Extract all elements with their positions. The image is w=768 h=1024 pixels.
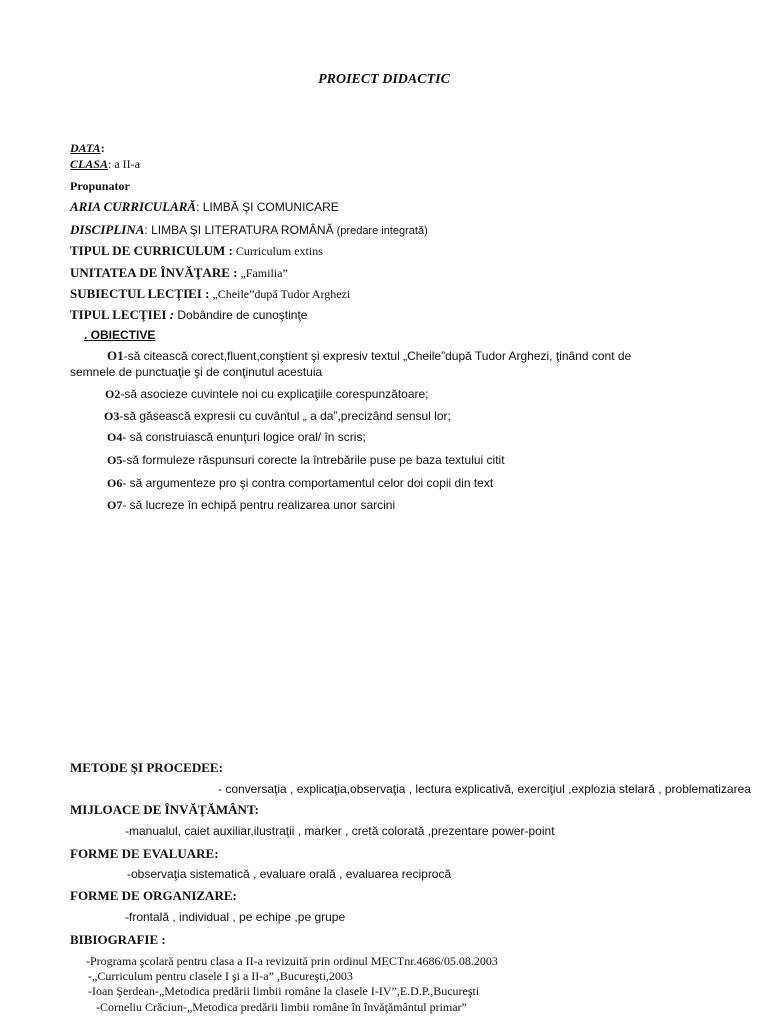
- methods-text: - conversaţia , explicaţia,observaţia , lectura explicativă, exerciţiul ,explozia stelară , problematizarea: [218, 782, 751, 796]
- objective-text: -să găsească expresii cu cuvântul „ a da”,precizând sensul lor;: [119, 409, 451, 423]
- objectives-heading: . OBIECTIVE: [84, 328, 156, 342]
- means-heading: MIJLOACE DE ÎNVĂŢĂMÂNT:: [70, 802, 259, 817]
- objective-item: [105, 388, 429, 400]
- disciplina-label: DISCIPLINA: [70, 222, 145, 237]
- objective-item: [107, 454, 505, 466]
- evaluation-heading: FORME DE EVALUARE:: [70, 846, 219, 861]
- tipul-curriculum-line: [70, 244, 323, 257]
- subiectul-label: SUBIECTUL LECŢIEI :: [70, 286, 210, 301]
- evaluation-text: -observaţia sistematică , evaluare orală , evaluarea reciprocă: [127, 867, 452, 881]
- clasa-line: [70, 158, 140, 170]
- subiectul-value: „Cheile”după Tudor Arghezi: [209, 287, 351, 301]
- objective-code: O3: [104, 409, 120, 423]
- objective-code: O6: [107, 476, 123, 490]
- objective-code: O1: [107, 348, 124, 363]
- objective-text: -să citească corect,fluent,conştient şi expresiv textul „Cheile”după Tudor Arghezi, ţinând cont de: [123, 349, 632, 363]
- means-text: -manualul, caiet auxiliar,ilustraţii , marker , cretă colorată ,prezentare power-point: [125, 824, 555, 838]
- bibliography-item: -Corneliu Crăciun-„Metodica predării limbii române în învăţământul primar”: [96, 1000, 467, 1014]
- disciplina-value: : LIMBA ŞI LITERATURA ROMÂNĂ: [144, 223, 334, 237]
- tipul-lectiei-line: [70, 308, 307, 321]
- unitatea-line: [70, 266, 288, 279]
- aria-line: [70, 200, 339, 213]
- objective-text: - să construiască enunţuri logice oral/ în scris;: [122, 430, 366, 444]
- data-label: DATA: [70, 141, 101, 155]
- bibliography-heading: BIBIOGRAFIE :: [70, 932, 166, 947]
- tipul-curriculum-value: Curriculum extins: [232, 244, 323, 258]
- disciplina-line: [70, 223, 428, 237]
- objective-text: - să lucreze în echipă pentru realizarea unor sarcini: [122, 498, 396, 512]
- tipul-lectiei-colon: :: [166, 307, 175, 322]
- bibliography-item: -„Curriculum pentru clasele I şi a II-a” ,Bucureşti,2003: [88, 969, 353, 983]
- objective-code: O2: [105, 387, 121, 401]
- objective-text: -să formuleze răspunsuri corecte la întrebările puse pe baza textului citit: [122, 453, 505, 467]
- clasa-label: CLASA: [70, 157, 109, 171]
- objective-item: [107, 431, 366, 443]
- unitatea-value: „Familia”: [237, 266, 288, 280]
- objective-code: O4: [107, 430, 123, 444]
- tipul-curriculum-label: TIPUL DE CURRICULUM :: [70, 243, 233, 258]
- objective-code: O7: [107, 498, 123, 512]
- objective-text-continuation: semnele de punctuaţie şi de conţinutul acestuia: [70, 365, 323, 379]
- propunator-label: Propunator: [70, 179, 130, 193]
- objective-text: - să argumenteze pro şi contra comportamentul celor doi copii din text: [122, 476, 494, 490]
- data-line: [70, 142, 105, 154]
- objective-item: [107, 499, 395, 511]
- organization-heading: FORME DE ORGANIZARE:: [70, 888, 237, 903]
- clasa-value: : a II-a: [108, 157, 140, 171]
- data-colon: :: [100, 141, 105, 155]
- objective-text: -să asocieze cuvintele noi cu explicaţiile corespunzătoare;: [120, 387, 429, 401]
- organization-text: -frontală , individual , pe echipe ,pe grupe: [125, 910, 346, 924]
- bibliography-item: -Programa şcolară pentru clasa a II-a revizuită prin ordinul MECTnr.4686/05.08.2003: [86, 954, 498, 968]
- objective-item: [104, 410, 451, 422]
- objective-code: O5: [107, 453, 123, 467]
- methods-heading: METODE ŞI PROCEDEE:: [70, 760, 223, 775]
- unitatea-label: UNITATEA DE ÎNVĂŢARE :: [70, 265, 238, 280]
- subiectul-line: [70, 287, 350, 300]
- tipul-lectiei-label: TIPUL LECŢIEI: [70, 307, 167, 322]
- objective-item: [107, 477, 493, 489]
- objective-item: [107, 349, 631, 362]
- tipul-lectiei-value: Dobândire de cunoştinţe: [174, 308, 308, 322]
- bibliography-item: -Ioan Şerdean-„Metodica predării limbii române la clasele I-IV”,E.D.P.,Bucureşti: [88, 984, 480, 998]
- aria-value: : LIMBĂ ŞI COMUNICARE: [196, 200, 339, 214]
- disciplina-extra: (predare integrată): [333, 225, 428, 237]
- aria-label: ARIA CURRICULARĂ: [70, 199, 197, 214]
- document-title: PROIECT DIDACTIC: [318, 72, 450, 87]
